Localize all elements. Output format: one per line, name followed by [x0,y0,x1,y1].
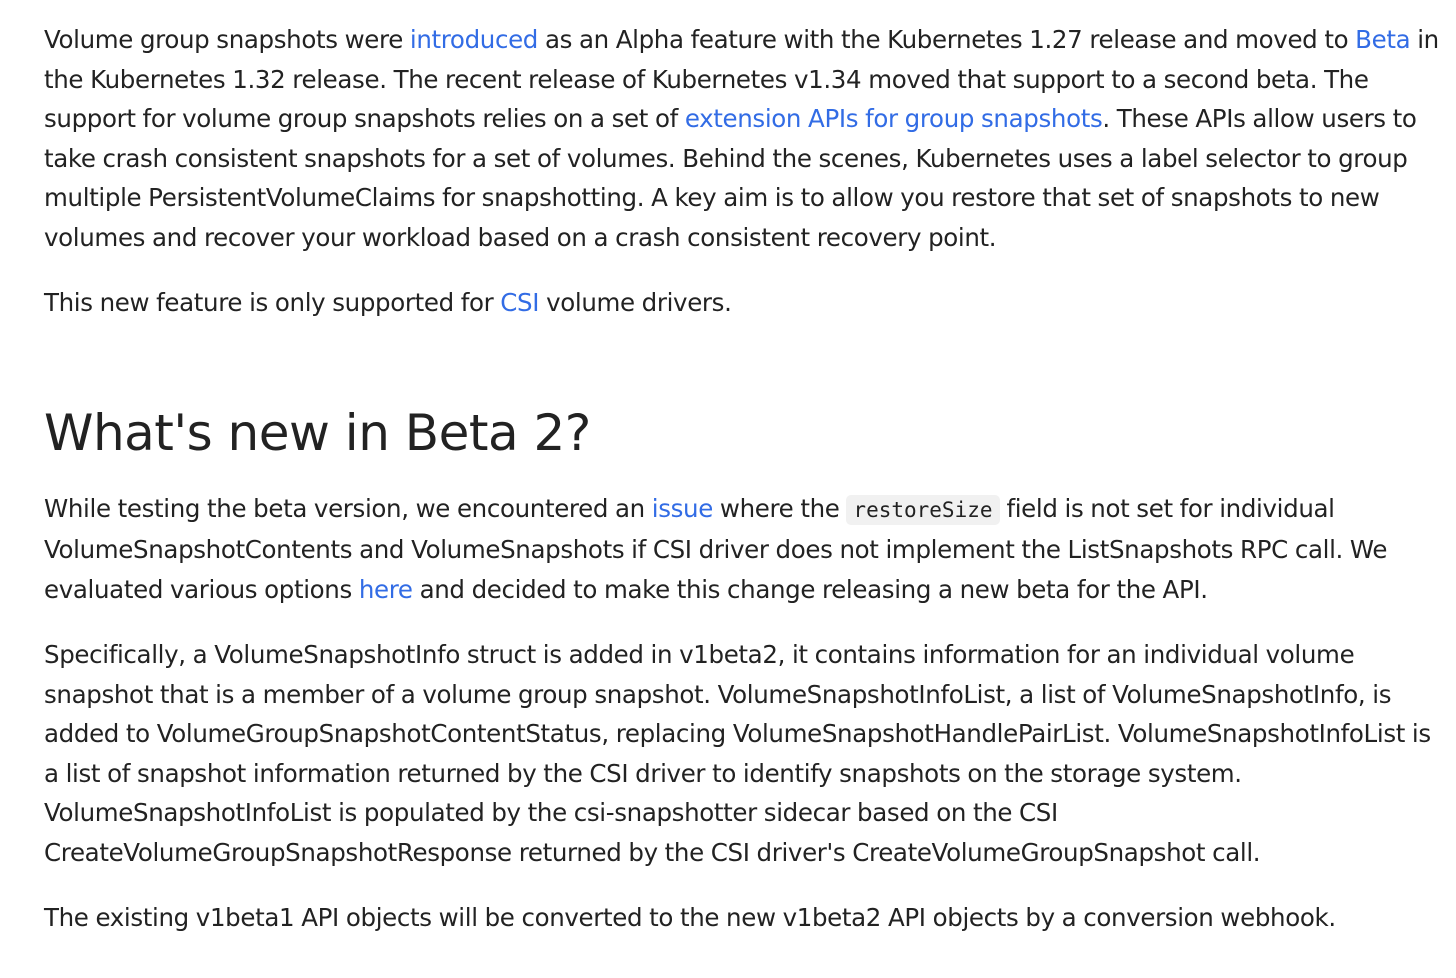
restore-size-code: restoreSize [846,495,999,525]
issue-text-3: field is not set for individual VolumeSnapshotContents and VolumeSnapshots if CSI driver does not implement the ListSnapshots RPC call. We evaluated various options [44,493,1388,604]
intro-paragraph [44,20,1444,257]
issue-text-1: While testing the beta version, we encountered an [44,493,652,523]
extension-apis-link[interactable]: extension APIs for group snapshots [684,104,1103,133]
intro-text-4: . These APIs allow users to take crash consistent snapshots for a set of volumes. Behind the scenes, Kubernetes uses a label selector to group multiple PersistentVolumeClaims for snapshotting. A key aim is to allow you restore that set of snapshots to new volumes and recover your workload based on a crash consistent recovery point. [44,104,1417,252]
section-heading: What's new in Beta 2? [44,403,591,462]
article-body [44,20,1444,938]
conversion-webhook-paragraph: The existing v1beta1 API objects will be converted to the new v1beta2 API objects by a conversion webhook. [44,903,1336,932]
csi-text-2: volume drivers. [539,288,732,317]
issue-link[interactable]: issue [651,493,713,523]
intro-text-3: in the Kubernetes 1.32 release. The recent release of Kubernetes v1.34 moved that support to a second beta. The support for volume group snapshots relies on a set of [44,25,1439,133]
csi-link[interactable]: CSI [500,288,540,317]
intro-text-2: as an Alpha feature with the Kubernetes 1.27 release and moved to [538,25,1356,54]
issue-text-2: where the [712,493,847,523]
csi-text-1: This new feature is only supported for [44,288,501,317]
here-link[interactable]: here [358,574,413,604]
issue-text-4: and decided to make this change releasing a new beta for the API. [412,574,1208,604]
intro-text-1: Volume group snapshots were [44,25,410,54]
volume-snapshot-info-paragraph: Specifically, a VolumeSnapshotInfo struct is added in v1beta2, it contains information for an individual volume snapshot that is a member of a volume group snapshot. VolumeSnapshotInfoList, a list of VolumeSnapshotInfo, is added to VolumeGroupSnapshotContentStatus, replacing VolumeSnapshotHandlePairList. VolumeSnapshotInfoList is a list of snapshot information returned by the CSI driver to identify snapshots on the storage system. VolumeSnapshotInfoList is populated by the csi-snapshotter sidecar based on the CSI CreateVolumeGroupSnapshotResponse returned by the CSI driver's CreateVolumeGroupSnapshot call. [44,640,1431,867]
beta2-issue-paragraph [44,489,1444,610]
introduced-link[interactable]: introduced [409,25,538,54]
beta-link[interactable]: Beta [1355,25,1411,54]
csi-support-paragraph [44,283,1444,323]
